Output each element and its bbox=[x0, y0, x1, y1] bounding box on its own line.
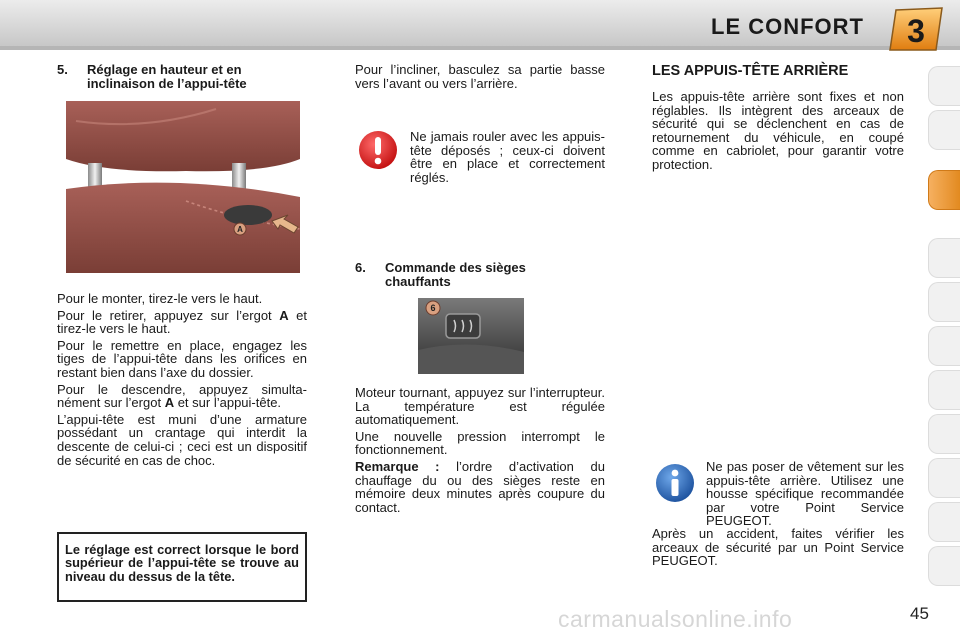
chapter-tab[interactable] bbox=[928, 370, 960, 410]
headrest-photo bbox=[66, 101, 300, 273]
section-6-heading bbox=[355, 261, 595, 289]
paragraph-remark bbox=[355, 460, 605, 514]
section-number: 5. bbox=[57, 62, 68, 77]
watermark: carmanualsonline.info bbox=[558, 606, 793, 632]
note-box: Le réglage est correct lorsque le bord supérieur de l’appui-tête se trouve au niveau du dessus de la tête. bbox=[57, 532, 307, 602]
left-body bbox=[57, 292, 307, 467]
paragraph-lower bbox=[57, 383, 307, 410]
section-title: Réglage en hauteur et en inclinaison de l’appui-tête bbox=[87, 62, 247, 91]
paragraph-remove bbox=[57, 309, 307, 336]
warning-text: Ne jamais rouler avec les appuis-tête déposés ; ceux-ci doivent être en place et correctement réglés. bbox=[410, 129, 605, 185]
photo-label-a: A bbox=[237, 225, 243, 234]
chapter-tab[interactable] bbox=[928, 110, 960, 150]
paragraph-interrupt: Une nouvelle pression interrompt le fonctionnement. bbox=[355, 428, 605, 458]
paragraph-refit: Pour le remettre en place, engagez les tiges de l’appui-tête dans les orifices en restant bien dans l’axe du dossier. bbox=[57, 337, 307, 380]
page-number: 45 bbox=[910, 604, 929, 623]
remove-text: Pour le retirer, appuyez sur l’ergot bbox=[57, 307, 272, 323]
after-accident-paragraph: Après un accident, faites vérifier les arceaux de sécurité par un Point Service PEUGEOT. bbox=[652, 526, 904, 569]
lower-text-end: et sur l’appui-tête. bbox=[177, 395, 282, 411]
chapter-tab[interactable] bbox=[928, 282, 960, 322]
remark-text: l’ordre d’activation du chauffage du ou des sièges reste en mémoire deux minutes après coupure du contact. bbox=[355, 458, 605, 515]
lower-text: Pour le descendre, appuyez simultanément sur l’ergot bbox=[57, 381, 307, 411]
remove-text-end: et tirez-le vers le haut. bbox=[57, 307, 307, 337]
chapter-tab[interactable] bbox=[928, 326, 960, 366]
chapter-tab[interactable] bbox=[928, 66, 960, 106]
chapter-tab[interactable] bbox=[928, 502, 960, 542]
rear-headrests-paragraph: Les appuis-tête arrière sont fixes et non réglables. Ils intègrent des arceaux de sécurité qui se déclenchent en cas de retournement du véhicule, en coupé comme en cabriolet, pour garantir votre protection. bbox=[652, 89, 904, 172]
chapter-tab[interactable] bbox=[928, 458, 960, 498]
exclamation-icon bbox=[358, 127, 398, 173]
heated-seat-switch-photo bbox=[418, 298, 524, 374]
page-title: LE CONFORT bbox=[711, 14, 864, 39]
paragraph-engine: Moteur tournant, appuyez sur l’interrupteur. La température est régulée automatiquement. bbox=[355, 385, 605, 428]
remove-letter: A bbox=[279, 307, 289, 323]
remark-label: Remarque : bbox=[355, 458, 440, 474]
photo-label-6: 6 bbox=[430, 303, 436, 313]
chapter-number: 3 bbox=[907, 13, 925, 49]
section-number: 6. bbox=[355, 260, 366, 275]
chapter-tab[interactable] bbox=[928, 546, 960, 586]
chapter-badge bbox=[888, 6, 946, 52]
tilt-paragraph: Pour l’incliner, basculez sa partie basse vers l’avant ou vers l’arrière. bbox=[355, 62, 605, 91]
chapter-tab[interactable] bbox=[928, 414, 960, 454]
paragraph-raise: Pour le monter, tirez-le vers le haut. bbox=[57, 291, 263, 306]
header-stripe bbox=[0, 46, 960, 50]
info-text: Ne pas poser de vêtement sur les appuis-tête arrière. Utilisez une housse spécifique recommandée par votre Point Service PEUGEOT. bbox=[706, 459, 904, 529]
chapter-tab[interactable] bbox=[928, 238, 960, 278]
lower-letter: A bbox=[164, 395, 175, 411]
info-icon bbox=[654, 462, 696, 504]
paragraph-armature: L’appui-tête est muni d’une armature possédant un crantage qui interdit la descente de celui-ci ; ceci est un dispositif de sécurité en cas de choc. bbox=[57, 411, 307, 468]
rear-headrests-heading: LES APPUIS-TÊTE ARRIÈRE bbox=[652, 63, 849, 79]
section-title: Commande des sièges chauffants bbox=[385, 260, 526, 289]
chapter-tab-active[interactable] bbox=[928, 170, 960, 210]
middle-body bbox=[355, 386, 605, 514]
section-5-heading bbox=[57, 63, 297, 91]
